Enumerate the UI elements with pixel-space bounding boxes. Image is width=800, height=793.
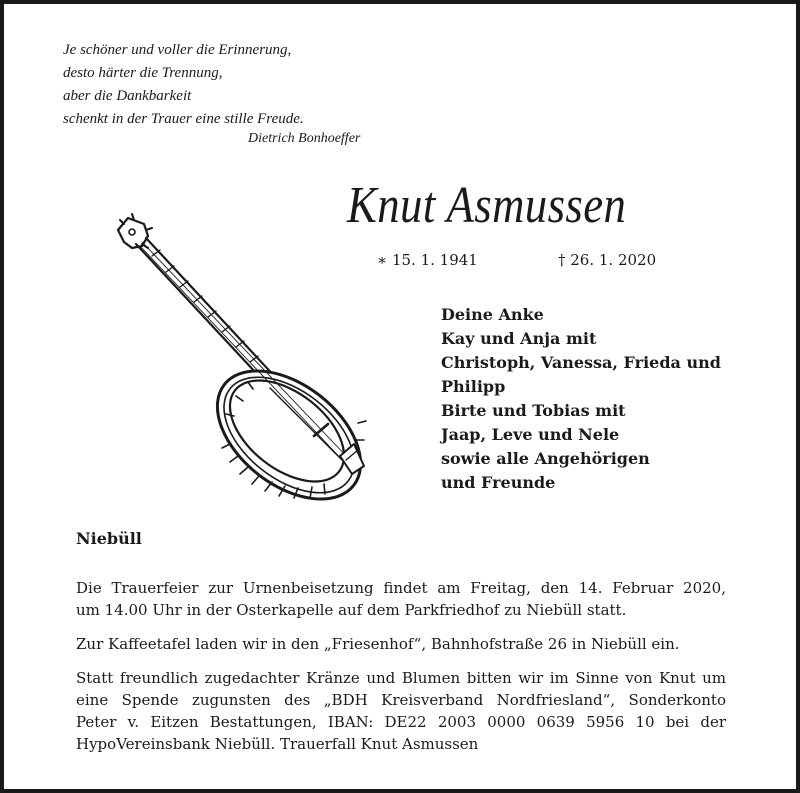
coffee-info (76, 633, 726, 655)
donation-info (76, 667, 726, 755)
funeral-line: um 14.00 Uhr in der Osterkapelle auf dem Parkfriedhof zu Niebüll statt. (76, 601, 627, 619)
funeral-line: Die Trauerfeier zur Urnenbeisetzung findet am Freitag, den 14. Februar 2020, (76, 579, 726, 597)
quote-line: desto härter die Trennung, (63, 65, 223, 81)
bonhoeffer-quote (63, 39, 304, 131)
mourner-line: Christoph, Vanessa, Frieda und (441, 353, 721, 372)
donation-line: eine Spende zugunsten des „BDH Kreisverband Nordfriesland“, Sonderkonto (76, 691, 726, 709)
donation-line: Statt freundlich zugedachter Kränze und Blumen bitten wir im Sinne von Knut um (76, 669, 726, 687)
mourner-line: und Freunde (441, 473, 556, 492)
location: Niebüll (76, 529, 142, 548)
mourner-line: Jaap, Leve und Nele (441, 425, 620, 444)
donation-line: Peter v. Eitzen Bestattungen, IBAN: DE22 2003 0000 0639 5956 10 bei der (76, 713, 726, 731)
mourner-line: Birte und Tobias mit (441, 401, 626, 420)
donation-line: HypoVereinsbank Niebüll. Trauerfall Knut Asmussen (76, 735, 479, 753)
mourner-line: Deine Anke (441, 305, 544, 324)
mourner-line: Kay und Anja mit (441, 329, 597, 348)
birth-date: ∗ 15. 1. 1941 (377, 251, 478, 269)
quote-line: Je schöner und voller die Erinnerung, (63, 42, 292, 58)
quote-author: Dietrich Bonhoeffer (248, 131, 361, 146)
funeral-info (76, 577, 726, 621)
mourner-line: Philipp (441, 377, 506, 396)
death-date: † 26. 1. 2020 (558, 251, 657, 269)
deceased-name: Knut Asmussen (347, 177, 627, 234)
mourners-list (441, 303, 721, 495)
quote-line: schenkt in der Trauer eine stille Freude. (63, 111, 304, 127)
coffee-line: Zur Kaffeetafel laden wir in den „Friesenhof“, Bahnhofstraße 26 in Niebüll ein. (76, 635, 680, 653)
banjo-icon (102, 210, 377, 515)
mourner-line: sowie alle Angehörigen (441, 449, 650, 468)
quote-line: aber die Dankbarkeit (63, 88, 192, 104)
